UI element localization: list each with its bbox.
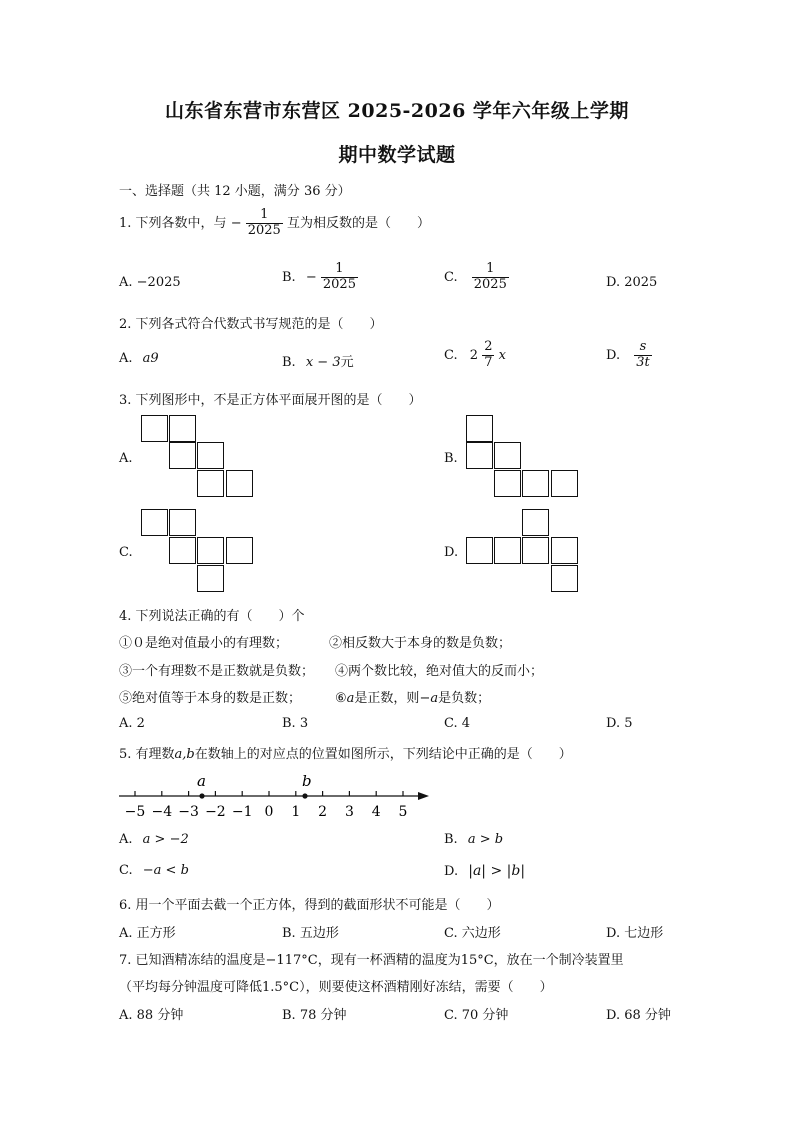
number-line-ticks (125, 791, 408, 820)
q3c-cell (169, 537, 196, 564)
q5-option-b[interactable] (444, 832, 503, 847)
q3d-cell (551, 565, 578, 592)
q3a-cell (197, 442, 224, 469)
q5-option-a-label: A. (119, 832, 133, 847)
point-b-label: b (302, 772, 312, 790)
page-subtitle: 期中数学试题 (338, 144, 456, 166)
question-7-stem-line1: 7. 已知酒精冻结的温度是−117°C，现有一杯酒精的温度为15°C，放在一个制冷装置里 (119, 953, 624, 968)
q1-option-c-den: 2025 (473, 276, 507, 292)
q5-option-a-expr: a > −2 (142, 832, 189, 847)
number-line-tick-label: 3 (344, 804, 354, 820)
q1-option-b-num: 1 (321, 262, 358, 278)
q2-option-b[interactable] (282, 351, 354, 370)
q3c-cell (169, 509, 196, 536)
point-a-marker (199, 793, 204, 798)
q5-option-c-expr: −a < b (142, 863, 189, 878)
q2-option-d[interactable] (606, 340, 652, 371)
q3d-cell (551, 537, 578, 564)
q2-option-a-expr: a9 (142, 351, 159, 366)
q1-option-b-sign: − (305, 269, 317, 285)
q4-s6-post: 是负数； (438, 691, 491, 706)
q1-target-fraction (231, 208, 283, 239)
q3-option-a-label[interactable]: A. (119, 451, 133, 466)
q1-target-den: 2025 (247, 222, 281, 238)
q2-option-b-expr: x − 3 (305, 355, 341, 370)
q5-stem-vars: a,b (174, 747, 195, 762)
q3c-cell (197, 537, 224, 564)
q6-option-a[interactable]: A. 正方形 (119, 926, 176, 941)
q3a-cell (197, 470, 224, 497)
number-line-figure (119, 770, 439, 825)
q3d-cell (522, 537, 549, 564)
q1-option-b-label: B. (282, 269, 296, 285)
number-line-tick-label: 5 (398, 804, 408, 820)
q3b-cell (466, 442, 493, 469)
question-7-stem-line2: （平均每分钟温度可降低1.5°C），则要使这杯酒精刚好冻结，需要（ ） (119, 980, 553, 995)
q3b-cell (494, 470, 521, 497)
number-line-tick-label: −2 (205, 804, 226, 820)
q3d-cell (494, 537, 521, 564)
q1-target-frac (246, 208, 283, 239)
q4-s6-neg: −a (419, 691, 439, 706)
q6-option-c[interactable]: C. 六边形 (444, 926, 501, 941)
q4-statement-1: ①０是绝对值最小的有理数； (119, 636, 289, 651)
number-line-arrow-icon (418, 792, 429, 800)
q5-stem-post: 在数轴上的对应点的位置如图所示，下列结论中正确的是（ ） (194, 747, 572, 762)
q2-option-c[interactable] (444, 340, 506, 371)
q4-statement-3: ③一个有理数不是正数就是负数； (119, 664, 315, 679)
q1-stem-pre: 1. 下列各数中，与 (119, 215, 227, 231)
q5-option-b-label: B. (444, 832, 458, 847)
q1-option-a[interactable]: A. −2025 (119, 275, 181, 290)
q3b-cell (551, 470, 578, 497)
question-3-stem: 3. 下列图形中，不是正方体平面展开图的是（ ） (119, 393, 422, 408)
q4-option-c[interactable]: C. 4 (444, 716, 471, 731)
q4-statement-6 (335, 687, 490, 706)
number-line-tick-label: 2 (318, 804, 328, 820)
q2-option-d-label: D. (606, 347, 621, 363)
section-heading: 一、选择题（共 12 小题，满分 36 分） (119, 184, 351, 199)
q1-target-num: 1 (246, 208, 283, 224)
question-5-stem (119, 743, 572, 762)
q1-target-sign: − (230, 215, 242, 231)
q1-option-c[interactable] (444, 262, 509, 293)
q5-option-c-label: C. (119, 863, 133, 878)
question-2-stem: 2. 下列各式符合代数式书写规范的是（ ） (119, 317, 383, 332)
q1-option-b-frac (321, 262, 358, 293)
q3b-cell (466, 415, 493, 442)
q2-option-c-whole: 2 (469, 347, 479, 363)
q2-option-d-frac (634, 340, 652, 371)
q5-option-c[interactable] (119, 863, 189, 878)
number-line-tick-label: −3 (178, 804, 199, 820)
q4-statement-4: ④两个数比较，绝对值大的反而小； (335, 664, 544, 679)
q1-option-c-num: 1 (472, 262, 509, 278)
q4-s6-pre: ⑥ (335, 691, 347, 706)
page-title: 山东省东营市东营区 2025-2026 学年六年级上学期 (165, 100, 629, 122)
number-line-tick-label: 0 (264, 804, 274, 820)
q2-option-d-num: s (634, 340, 652, 356)
q3d-cell (522, 509, 549, 536)
q1-stem-post: 互为相反数的是（ ） (286, 215, 430, 231)
q3-option-b-label[interactable]: B. (444, 451, 458, 466)
q3a-cell (226, 470, 253, 497)
question-6-stem: 6. 用一个平面去截一个正方体，得到的截面形状不可能是（ ） (119, 898, 500, 913)
q3c-cell (226, 537, 253, 564)
q1-option-d[interactable]: D. 2025 (606, 275, 658, 290)
q3a-cell (169, 442, 196, 469)
q3a-cell (169, 415, 196, 442)
q2-option-c-frac (482, 340, 494, 371)
q3-option-d-label[interactable]: D. (444, 545, 459, 560)
q1-option-c-label: C. (444, 269, 458, 285)
q1-option-b[interactable] (282, 262, 358, 293)
q5-option-d-expr: |a| > |b| (468, 863, 526, 879)
q1-option-c-frac (472, 262, 509, 293)
q3-option-c-label[interactable]: C. (119, 545, 133, 560)
q3b-cell (494, 442, 521, 469)
q2-option-b-unit: 元 (340, 355, 354, 370)
q2-option-c-var: x (498, 347, 506, 363)
q4-option-a[interactable]: A. 2 (119, 716, 145, 731)
q4-s6-var: a (346, 691, 355, 706)
q3a-cell (141, 415, 168, 442)
number-line-tick-label: −4 (151, 804, 173, 820)
q7-option-c[interactable]: C. 70 分钟 (444, 1008, 509, 1023)
q4-s6-mid: 是正数，则 (354, 691, 420, 706)
number-line-tick-label: −1 (231, 804, 253, 820)
q2-option-d-den: 3t (636, 354, 650, 370)
q7-option-b[interactable]: B. 78 分钟 (282, 1008, 347, 1023)
number-line-tick-label: −5 (124, 804, 146, 820)
q2-option-c-den: 7 (484, 354, 493, 370)
number-line-tick-label: 4 (371, 804, 381, 820)
q7-option-d[interactable]: D. 68 分钟 (606, 1008, 671, 1023)
q5-option-d[interactable] (444, 863, 525, 879)
q4-option-b[interactable]: B. 3 (282, 716, 309, 731)
point-a-label: a (197, 772, 206, 790)
q4-statement-2: ②相反数大于本身的数是负数； (329, 636, 512, 651)
q6-option-d[interactable]: D. 七边形 (606, 926, 664, 941)
q4-statement-5: ⑤绝对值等于本身的数是正数； (119, 691, 302, 706)
q2-option-b-label: B. (282, 355, 296, 370)
number-line-tick-label: 1 (291, 804, 301, 820)
q1-option-b-den: 2025 (322, 276, 356, 292)
q5-stem-pre: 5. 有理数 (119, 747, 175, 762)
q3c-cell (141, 509, 168, 536)
q5-option-a[interactable] (119, 832, 189, 847)
q6-option-b[interactable]: B. 五边形 (282, 926, 339, 941)
q2-option-a[interactable] (119, 351, 159, 366)
q2-option-c-num: 2 (484, 339, 493, 354)
point-b-marker (302, 793, 307, 798)
q2-option-a-label: A. (119, 351, 133, 366)
q5-option-d-label: D. (444, 864, 459, 879)
q3b-cell (522, 470, 549, 497)
q2-option-c-label: C. (444, 347, 458, 363)
question-1-stem (119, 208, 430, 239)
q3c-cell (197, 565, 224, 592)
q5-option-b-expr: a > b (467, 832, 504, 847)
question-4-stem: 4. 下列说法正确的有（ ）个 (119, 609, 305, 624)
q7-option-a[interactable]: A. 88 分钟 (119, 1008, 184, 1023)
q3d-cell (466, 537, 493, 564)
q4-option-d[interactable]: D. 5 (606, 716, 633, 731)
